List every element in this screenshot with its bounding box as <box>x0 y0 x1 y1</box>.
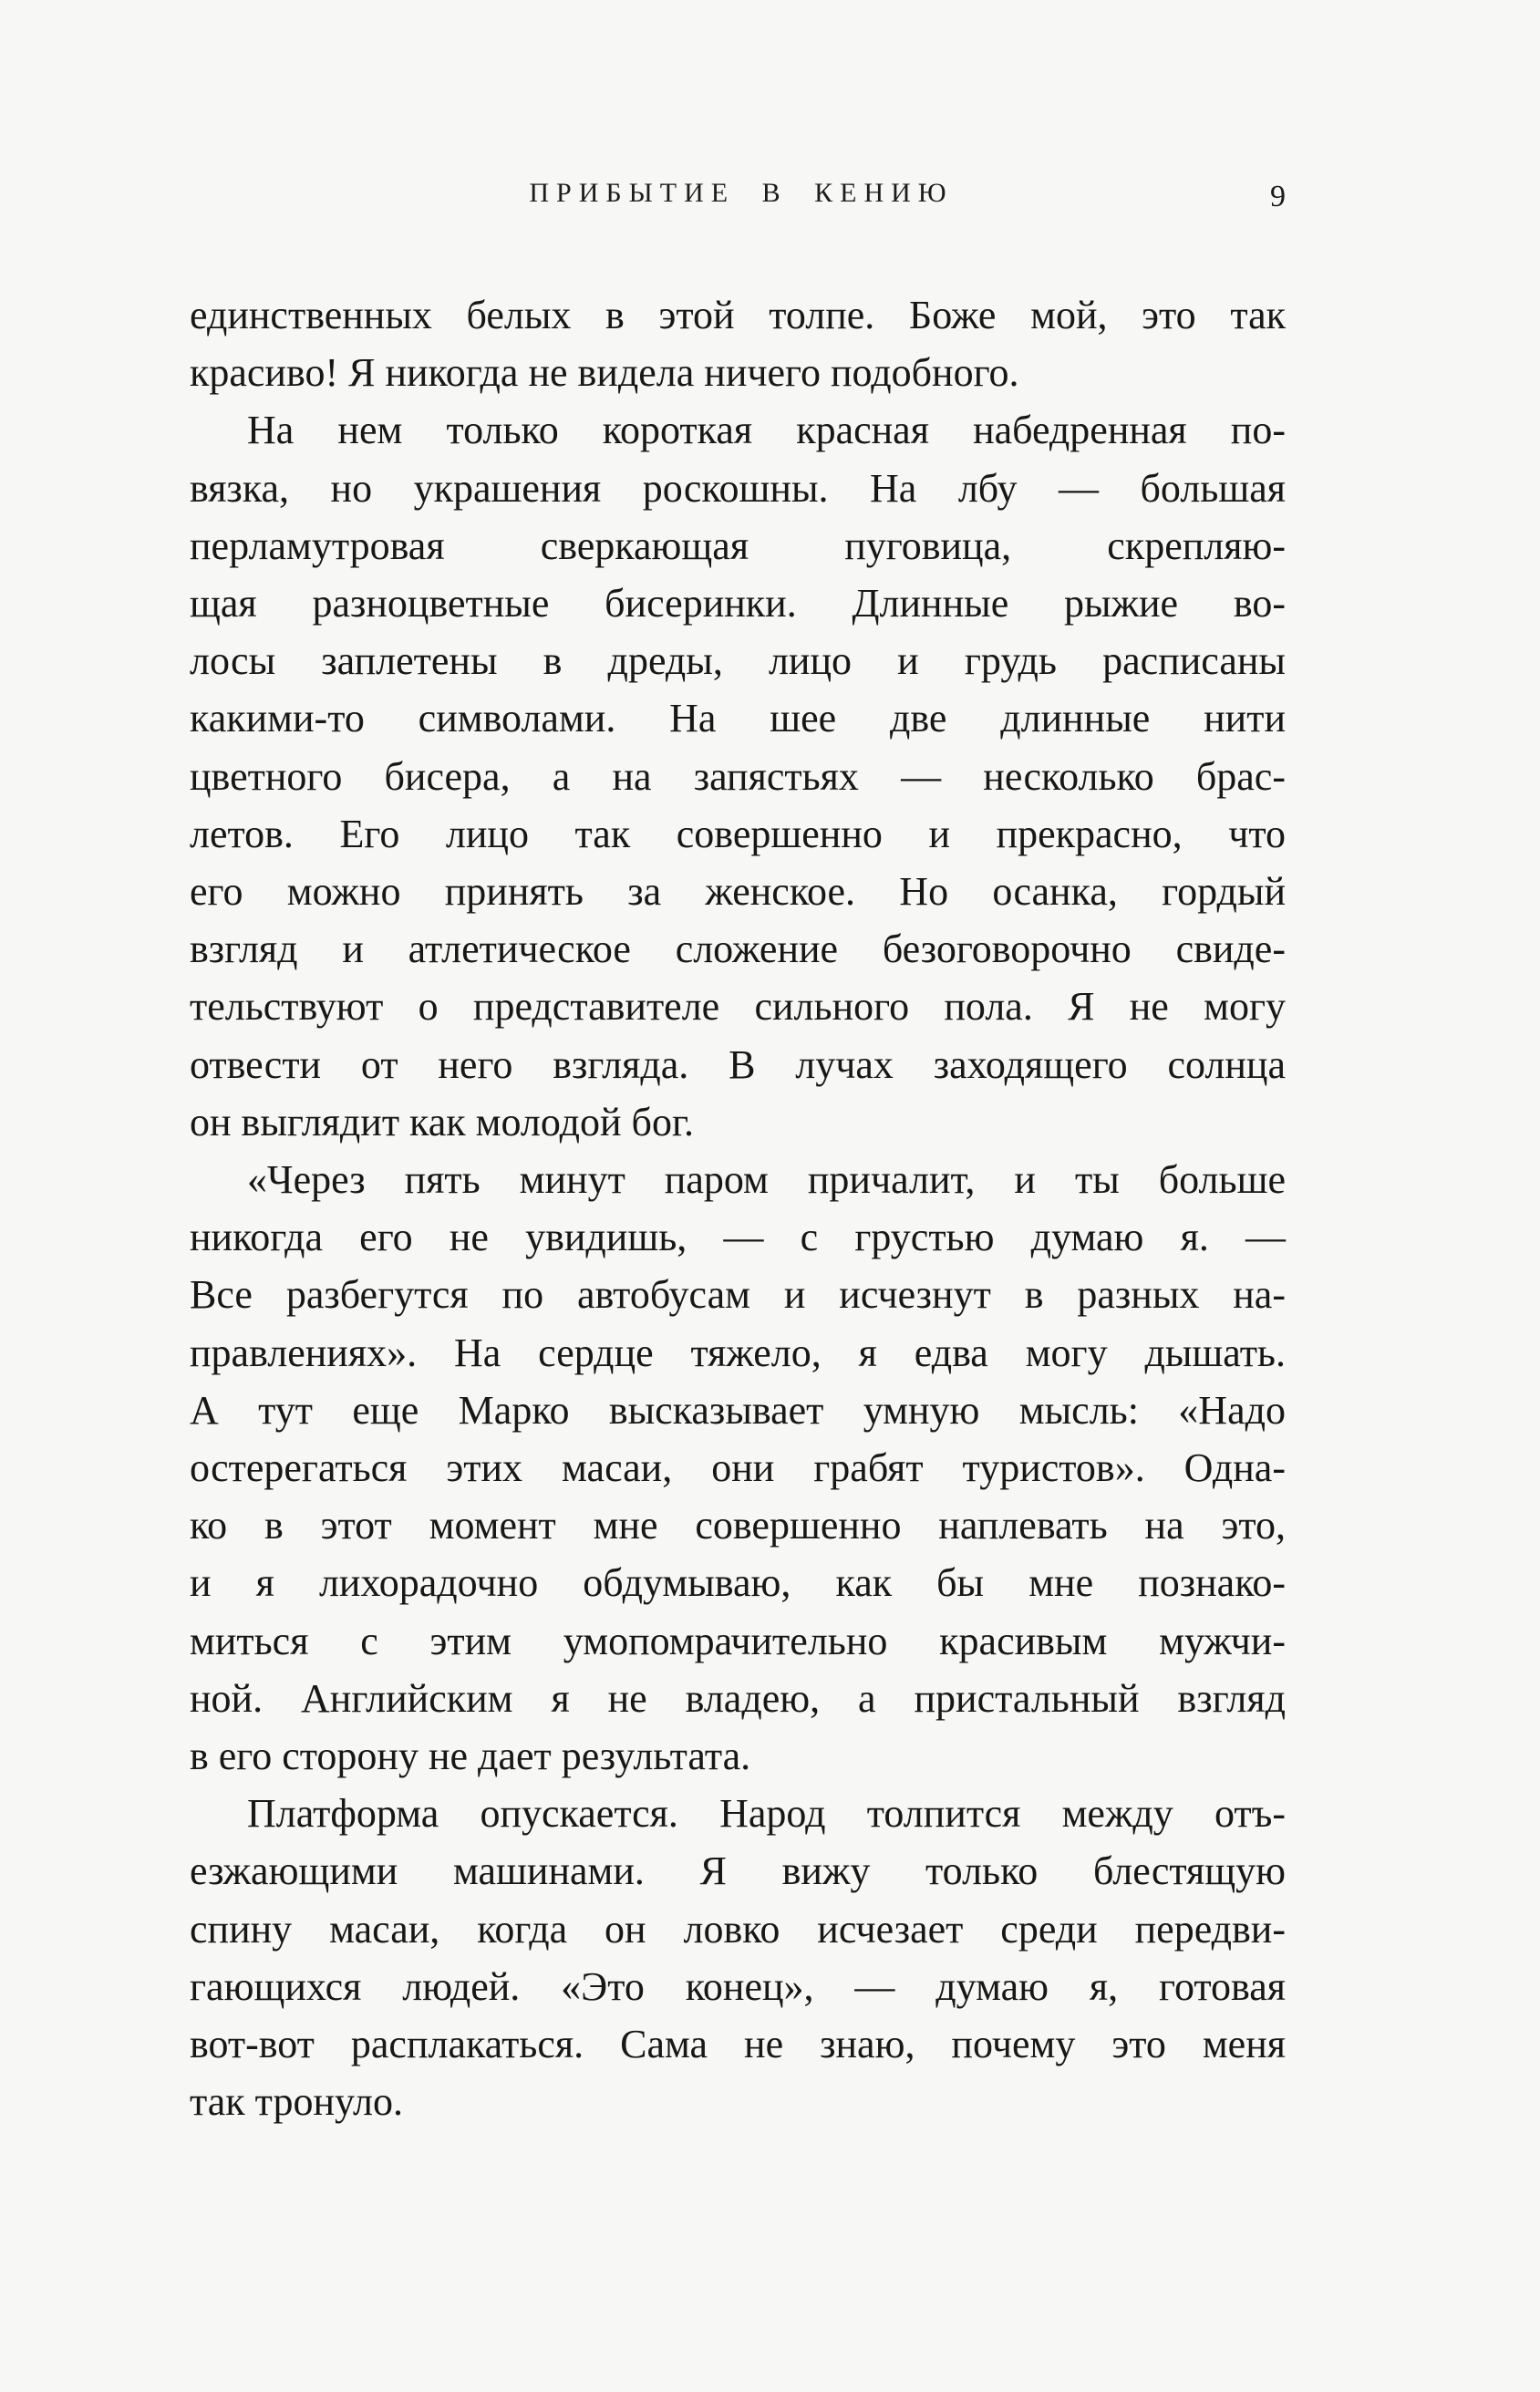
text-line: спину масаи, когда он ловко исчезает среди передви- <box>190 1906 1286 1952</box>
text-line: вот-вот расплакаться. Сама не знаю, почему это меня <box>190 2022 1286 2067</box>
page-number: 9 <box>1270 180 1286 213</box>
text-line: Все разбегутся по автобусам и исчезнут в разных на- <box>190 1272 1286 1318</box>
page-header <box>190 175 1286 217</box>
text-line: в его сторону не дает результата. <box>190 1734 751 1779</box>
text-line: красиво! Я никогда не видела ничего подобного. <box>190 350 1019 396</box>
text-line: миться с этим умопомрачительно красивым мужчи- <box>190 1618 1286 1663</box>
text-line: отвести от него взгляда. В лучах заходящего солнца <box>190 1041 1286 1087</box>
text-line: А тут еще Марко высказывает умную мысль: «Надо <box>190 1387 1286 1433</box>
text-line: На нем только короткая красная набедренная по- <box>247 408 1286 453</box>
text-line: никогда его не увидишь, — с грустью думаю я. — <box>190 1215 1286 1260</box>
text-line: какими-то символами. На шее две длинные нити <box>190 696 1286 741</box>
text-line: единственных белых в этой толпе. Боже мой, это так <box>190 293 1286 337</box>
text-line: так тронуло. <box>190 2079 404 2125</box>
text-line: правлениях». На сердце тяжело, я едва могу дышать. <box>190 1330 1286 1375</box>
text-line: вязка, но украшения роскошны. На лбу — большая <box>190 465 1286 511</box>
body-text <box>190 286 1286 2131</box>
text-line: летов. Его лицо так совершенно и прекрасно, что <box>190 811 1286 856</box>
text-line: ко в этот момент мне совершенно наплевать на это, <box>190 1503 1286 1548</box>
text-line: и я лихорадочно обдумываю, как бы мне познако- <box>190 1560 1286 1606</box>
text-line: «Через пять минут паром причалит, и ты больше <box>247 1157 1286 1203</box>
text-line: цветного бисера, а на запястьях — несколько брас- <box>190 753 1286 799</box>
text-line: взгляд и атлетическое сложение безоговорочно свиде- <box>190 927 1286 972</box>
text-line: лосы заплетены в дреды, лицо и грудь расписаны <box>190 638 1286 684</box>
text-line: езжающими машинами. Я вижу только блестящую <box>190 1848 1286 1894</box>
text-line: ной. Английским я не владею, а пристальный взгляд <box>190 1675 1286 1721</box>
text-line: щая разноцветные бисеринки. Длинные рыжие во- <box>190 581 1286 626</box>
text-line: тельствуют о представителе сильного пола. Я не могу <box>190 984 1286 1030</box>
text-line: он выглядит как молодой бог. <box>190 1099 695 1144</box>
text-line: перламутровая сверкающая пуговица, скрепляю- <box>190 523 1286 568</box>
text-line: гающихся людей. «Это конец», — думаю я, готовая <box>190 1963 1286 2009</box>
text-line: остерегаться этих масаи, они грабят туристов». Одна- <box>190 1445 1286 1491</box>
running-header-title: ПРИБЫТИЕ В КЕНИЮ <box>529 178 954 208</box>
text-line: его можно принять за женское. Но осанка, гордый <box>190 869 1286 915</box>
text-line: Платформа опускается. Народ толпится между отъ- <box>247 1791 1286 1837</box>
